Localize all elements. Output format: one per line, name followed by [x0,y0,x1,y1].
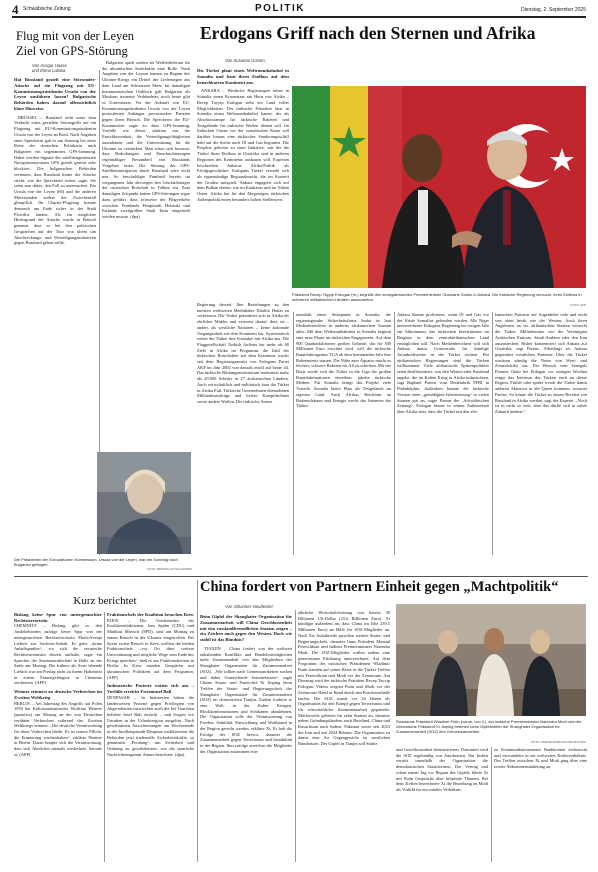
main-story-column-1b [197,302,289,554]
china-story-body-1: TIANJIN – China fordert von der weltweit anhaltenden Konflikte und Handelsstreitigkeiten mehr Zusammenhalt von den Mitgliedern der Shanghaier Organisation für Zusammenarbeit (SOZ). „Wir sollten nach Gemeinsamkeiten suchen und dabei Unterschiede beiseitelassen“, sagte Chinas Staats- und Parteichef Xi Jinping beim Treffen der Staats- und Regierungschefs der Shanghaier Organisation für Zusammenarbeit (SOZ) im chinesischen Tianjin. Zudem forderte er eine Welt, in der Kalter Kriegen, Blockkonfrontationen und Schikanen abzulehnen. Die Organisation solle der Verantwortung von Frieden, Stabilität, Entwicklung und Wohlstand in der Region gerecht werden, erklärte Xi. Er hob die Erfolge der SOZ hervor, darunter die Zusammenarbeit gegen Terrorismus und Instabilität in der Region. Ihm zufolge erreichen die Mitglieder der Organisation zusammen eine [200,645,292,754]
paper-name: Schwäbische Zeitung [23,6,71,12]
main-story-body-3: unterhält einen Stützpunkt in Somalia, die regierungsnahe Sicherheitsfirma Sadat ist laut Medienberichten in anderen afrikanischen Staaten aktiv. Mit dem Weltraumbahnhof in Somalia beginnt eine neue Phase im türkischen Engagement. Auf dem 900 Quadratkilometer großen Gelände, das für 300 Millionen Euro errichtet wird, will die türkische Raumfahrtagentur TUA ab dem kommenden Jahr ihre Raketentests starten. Die Nähe zum Äquator macht es leichter, schwere Raketen ins All zu schicken. Mit der Basis werde sich die Türkei in die Liga der großen Raumfahrtnationen einreihen, jubelte türkische Medien. Für Somalia bringt das Projekt viele Vorteile. Somalia bietet Platz als Testgelände im eigenen Land. Auch Afrikas Reichtum an Bodenschätzen und Energie weckt das Interesse der Türkei. [296,312,391,409]
main-story-body-5: kanischen Partnern auf Augenhöhe rede und nicht von oben herab wie der Westen. Auch ihren Angeboten an vie afrikanischen Staaten versucht die Türkei, Militärberater wie die Vereinigten Arabischen Emirate, Saudi-Arabien oder den Iran auszustechen. Bisher konzentriert sich Ankara auf Ostafrika, sagt Parens. Allerdings sei Ankara gegenüber westlichen Partnern. Über die Türkei wachsen ständig die Netze von West- und Zentralafrika aus. Der Besuch vom Senegals Premier Onko bei Erdogan vor wenigen Wochen zeigte das Interesse der Türken auch an dieser Region. Früher oder später werde die Türkei damit anderen Akteuren in die Quere kommen, erwartet Parens. So könne die Türkei zu einem Rivalen von Russland in Afrika werden, sagt der Experte. „Noch ist es nicht so weit, aber das dürfte sich in naher Zukunft ändern.“ [495,312,587,414]
briefs-column-2 [107,612,194,862]
page-number: 4 [12,2,19,17]
china-story-column-3 [396,747,488,862]
issue-date: Dienstag, 2. September 2025 [520,7,586,13]
headline-line-2: Ziel von GPS-Störung [16,44,128,58]
main-story-byline: Von Susanne Güsten [225,58,265,63]
main-story-column-1 [197,68,289,302]
erdogan-photo [292,86,586,288]
brief-text: KIEW – Die Vorsitzenden der Koalitionsfraktionen, Jens Spahn (CDU) und Matthias Miersch (SPD), sind am Montag zu einem Besuch in der Ukraine eingetroffen. Bei ihrem ersten Besuch in Kiew wollten die beiden Fraktionschefs „vor Ort über weitere Unterstützung und mögliche Wege zum Ende des Kriegs sprechen“, hieß es aus Fraktionskreisen in Berlin. In Kiew standen Gespräche mit ukrainischen Politikern auf dem Programm. (AFP) [107,617,194,680]
china-story-column-4 [494,747,587,862]
story-left-lead: Hat Russland gezielt eine Störsender-Attacke auf ein Flugzeug mit EU-Kommissionspräsidentin Ursula von der Leyen ausführen lassen? Bulgarische Behörden haben darauf offensichtlich klare Hinweise. [14,77,96,111]
story-left-column-2 [102,60,190,453]
china-story-lead: Beim Gipfel der Shanghaier Organisation für Zusammenarbeit will China Geschlossenheit mit den russlandfreundlichen Staaten zeigen – ein Zeichen auch gegen den Westen. Doch wie stabil ist das Bündnis? [200,614,292,643]
china-story-body-2: jährliche Wirtschaftsleistung von bereits 30 Billionen US-Dollar (25,6 Billionen Euro). Xi kündigte außerdem an, dass China im Jahr 239,5 Millionen Euro) an Hilfe für SOZ-Mitglieder an. Nach Xis Auftaktrede sprachen weitere Staats- und Regierungschefs, darunter Irans Präsident Massud Peseschkian und Indiens Premierminister Narendra Modi. Die SOZ-Mitglieder wollen zudem eine gemeinsame Erklärung unterzeichnen. Auf dem Programm des russischen Präsidenten Wladimir Putin standen auf seiner Reise in die Türkei Treffen mit Peseschkian und Modi vor der Zeremonie. Am Dienstag wird der türkische Präsident Recep Tayyip Erdogan. Videos zeigten Putin und Modi vor der Zeremonie Hand in Hand durch den Konferenzhalle laufen. Die SOZ wurde vor 24 Jahren als Organisation für den Kampf gegen Terrorismus und für wirtschaftliche Zusammenarbeit gegründet. Mittlerweile gehören ihr zehn Staaten an, darunter neben Gründungsländern auch Russland, China und Kasachstan auch Indien, Pakistan sowie seit 2023 der Iran und seit 2024 Belarus. Die Organisation ist damit eine Art Gegengewicht zu westlichen Bündnissen. Der Gipfel in Tianjin soll Stärke [298,610,390,747]
china-story-body-3: und Geschlossenheit demonstrieren. Dominiert wird die SOZ regelmäßig von Autokratien, Nur Indien vertritt innerhalb der Organisation die demokratischen Staatsformen. Der Vertrag und schon einem Tag vor Beginn des Gipfels führte Xi mit Putin Gespräche über bilaterale Themen. Bei dem Treffen bezeichnete Xi die Beziehung zu Modi als Vorbild für ein stabiles Verhältnis. [396,747,488,792]
putin-modi-xi-photo [396,604,586,716]
main-story-headline: Erdogans Griff nach den Sternen und Afrika [200,23,536,43]
briefs-column-1 [14,612,102,862]
column-divider [293,312,294,555]
erdogan-photo-caption: Präsident Recep Tayyip Erdogan (re.) begrüßt den senegalesischen Premierminister Ousmane Sonko in Ankara. Die türkische Regierung versucht, ihren Einfluss in mehreren afrikanischen Ländern auszuweiten. [292,292,582,302]
column-divider [197,580,198,862]
main-story-body-2: Regierung derzeit. Ihre Beziehungen zu den meisten weltweiten Machthaber Khalifa Haftar zu verbessern. Die Türkei präsentiert sich in Afrika als ehrlicher Makler und verweist darauf, dass sie – anders als westliche Nationen – keine koloniale Vergangenheit auf dem Kontinent hat. Systematisch weitet die Türkei ihre Kontakte mit Afrika aus. Die Fluggesellschaft Turkish Airlines hat mehr als 60 Ziele in Afrika im Programm, die Zahl der türkischen Botschaften auf dem Kontinent wuchs seit dem Regierungsantritt von Erdogans Partei AKP im Jahr 2002 von damals zwölf auf heute 44. Das türkische Bildungsministerium unterstützt mehr als 20.000 Schüler in 27 afrikanischen Ländern. Auch wirtschaftlich und militärisch baut die Türkei in Afrika Fuß. Türkische Unternehmen übernahmen Milliardenaufträge und liefern Kampfdrohnen sowie andere Waffen. Die türkische Armee [197,302,289,404]
china-story-column-2 [298,610,390,862]
von-der-leyen-photo-caption: Die Präsidentin der Europäischen Kommission, Ursula von der Leyen, war am Sonntag nach Bulgarien geflogen. [14,557,178,567]
putin-modi-xi-photo-credit: FOTO: SERGEI BOBYLEV/AP/SPUTNIK [531,740,586,744]
story-left-byline: Von Ansgar Haase und Elena Lalowa [32,63,67,73]
column-divider [394,312,395,555]
column-divider [491,747,492,862]
brief-text: CHEMNITZ – Bislang gibt es den JustIzbehörden zufolge keine Spur von der untergetauchten Rechtsterroristin Marla-Svenja Liebich aus Sachsen-Anhalt. Es gebe „keine Anhaltspunkte“, wo sich die verurteilte Rechtsextremistin derzeit aufhalte, sagte ein Sprecher der Staatsanwaltschaft in Halle an der Saale am Montag. Die frühere als Sven lebende Liebich war am Freitag nicht zu ihrem Haftantritt in einem Frauengefängnis in Chemnitz erschienen. (AFP) [14,623,102,686]
brief-headline: Indonesische Proteste weiten sich aus – Vorfälle erreicht Ferieninsel Bali [107,683,194,695]
erdogan-photo-credit: FOTO: AFP [570,303,586,307]
china-story-body-4: zu Kommunikationsnetze Bankkonten verbraucht und verwandelte in ein weltweites Kräfteverhältnis. Das Treffen zwischen Xi und Modi ging über eine zweite Abkommensänderung an. [494,747,587,770]
brief-text: DENPASAR – In Indonesien haben die landesweiten Proteste gegen Privilegien von Abgeordneten inzwischen auch die bei Touristen beliebte Insel Bali erreicht – und Sorgen vor Unruhen in der Urlaubsregion ausgelöst. Nach gewaltsamen Ausschreitungen am Wochenende in der Inselhauptstadt Denpasar mobilisierten die Behörden jetzt tradionelle Sicherheitskräfte, so genannten „Pecalang“, um Sicherheit und Ordnung zu gewährleisten, wie die staatliche Nachrichtenagentur Antara berichtete. (dpa) [107,694,194,757]
china-story-headline: China fordert von Partnern Einheit gegen „Machtpolitik“ [200,579,559,595]
main-story-column-3 [296,312,391,555]
main-story-body-1: ANKARA – Westliche Regierungen sehen in Somalia einen Krisenstaat am Horn von Afrika – Recep Tayyip Erdogan sieht ein Land voller Möglichkeiten. Der türkische Präsident lässt in Somalia einen Weltraumbahnhof bauen, der als Abschussrampe für türkische Raketen und Testgelände für türkische Waffen dienen soll. Im Indischen Ozean vor der somalischen Küste soll darüber hinaus eine türkisches Sonderungsschiff bald auf die Suche nach Öl und Gas beginnen. Die Projekte gehören zu einer Initiative, mit der die Türkei ihren Einfluss in Ostafrika und in anderen Regionen des Kontinents ausbauen will. Experten beschreiben Ankaras Afrika-Politik als Erfolgsgeschichte. Erdogans Türkei versteht sich als eigenständige Regionalmacht, die im Konzert der Großen mitspielt. Ankara engagiert sich auf dem Balkan ebenso wie im Kaukasus und im Nahen Osten. Afrika hat für den Ehrgeizigen türkischen Außenpolitik einen besonders hohen Stellenwert. [197,88,289,202]
main-story-body-4: Ankara könnte profitieren, wenn Öl und Gas vor der Küste Somalias gefunden werden. Mit Niger unterzeichnete Erdogans Regierung im vorigen Jahr ein Abkommen, das türkischen Investitionen im Bergbau in dem zentralafrikanischen Land ermöglichen soll. Nach Medienberichten will sich Ankara damit Uranvorräte für künftige Atomkraftwerke in der Türkei sichern. Bei afrikanischen Regierungen sind die Türken willkommen. Viele afrikanische Spitzenpolitiker seien desillusioniert, was den Westen oder Russland angehe, die im Kalten Krieg in Afrika mitmischten, sagt Raphael Parens vom Denkfabrik FPRI in Philadelphia. Außerdem könnte die türkische Version einer „gemäßigten Islamisierung“ in vielen Staaten gut an, sagte Parens der „Schwäbischen Zeitung“. Erdogan betont in seinen Außenreisen über Afrika stets, dass die Türkei mit den afri- [397,312,489,414]
photo-illustration [292,86,586,288]
putin-modi-xi-photo-caption: Russlands Präsident Wladimir Putin (vorne, von li.), der indische Premierminister Narendra Modi und der chinesische Präsident Xi Jinping betreten beim Gipfeltreffen der Shanghaier Organisation für Zusammenarbeit (SOZ) ihre Gemeinsamkeiten. [396,719,582,734]
section-divider [14,576,588,577]
brief-headline: Bislang keine Spur von untergetauchter Rechtsterroristin [14,612,102,623]
brief-headline: Fraktionschefs der Koalition besuchen Kiew [107,612,194,617]
headline-line-1: Flug mit von der Leyen [16,29,135,43]
story-left-headline [16,29,191,59]
photo-illustration [97,452,191,554]
von-der-leyen-photo-credit: FOTO: BRANISLAV IVIC/AP/DPA [147,567,192,571]
brief-text: BERLIN – Am Jahrestag des Angriffs auf Polen 1939 hat Kulturstaatsminister Wolfram Weimer (parteilos) am Montag an die von Deutschen verübten Verbrechen während des Zweiten Weltkriegs erinnert. „Die deutsche Verantwortung für diese Verbrechen bleibt. Es ist unsere Pflicht, die Erinnerung wachzuhalten“, erklärte Weimer in Berlin. Daran knüpfe sich die Verantwortung, dass sich Ähnliches niemals wiederhole, betonte er. (AFP) [14,700,102,757]
briefs-heading: Kurz berichtet [73,595,137,607]
main-story-column-4 [397,312,489,555]
china-story-column-1 [200,614,292,864]
brief-headline: Weimer erinnert an deutsche Verbrechen im Zweiten Weltkrieg [14,689,102,700]
column-divider [104,612,105,862]
photo-illustration [396,604,586,716]
column-divider [492,312,493,555]
china-story-byline: Von Johannes Neudecker [225,604,274,609]
main-story-column-5 [495,312,587,555]
story-left-column-1 [14,77,96,554]
column-divider [295,610,296,862]
story-left-body-1: BRÜSSEL – Russland steht unter dem Verdacht eines gezielten Störangriffs auf ein Flugzeug mit EU-Kommissionspräsidentin Ursula von der Leyen an Bord. Nach Angaben einer Sprecherin gab es am Sonntag bei einer Reise der deutschen Politikerin nach Bulgarien ein sogenanntes GPS-Jamming. Dabei werden Signale des satellitengestützten Navigationssystems GPS gezielt gestört oder blockiert. Die bulgarischen Behörden vermuten, dass Russland hinter der Attacke steckt, wie die Sprecherin weiter sagte. Sie seien nun dabei, den Fall zu untersuchen. Für Ursula von der Leyen (66) und die anderen Mitreisenden endete der Zwischenfall glimpflich. Ihr Charter-Flugzeug konnte demnach am Ende sicher in der Stadt Plowdiw landen. Als ein möglicher Hintergrund der Attacke wurde in Brüssel genannt, dass es bei den politischen Gesprächen auf der Tour von ultem um Abschreckungs- und Verteidigungsinitiativen gegen Russland gehen sollte. [14,114,96,246]
page-header [12,4,586,18]
section-title: POLITIK [255,3,305,14]
story-left-body-2: Bulgarien spielt zudem als Waffenlieferant für die ukrainischen Streitkräfte eine Rolle. Nach Angaben von der Leyens kamen zu Beginn des Ukraine-Kriegs ein Drittel der Lieferungen aus dem Land am Schwarzen Meer. Im damaligen kommunistischen Ostblock galt Bulgarien als Moskaus treuester Verbündeter, noch heute gibt es Unterstützer. Vor der Ankunft von EU-Kommissionspräsidentin Ursula von der Leyen protestierten Anhänger prorussischer Parteien gegen ihren Besuch. Die Sprecherin der EU-Kommission sagte zu dem GPS-Jamming, Vorfälle wie dieser stärkten nur die Entschlossenheit, die Verteidigungsfähigkeiten auszubauen und die Unterstützung für die Ukraine zu verstärken. Man wisse sich bewusst, dass Bedrohungen und Einschüchterungen regelmäßiger Bestandteil von Russlands Vorgehen seien. Die Störung der GPS-Satellitennavigation durch Russland wäre nicht neu. So beschuldigte Finnland bereits im vergangenen Jahr deswegen den Geschäftsträger der russischen Botschaft in Tallinn ein. Zum damaligen Zeitpunkt hatten GPS-Störungen sogar dazu geführt, dass zeitweise der Flugverkehr zwischen Finnlands Hauptstadt Helsinki und Estlands zweitgrößter Stadt Tartu eingestellt werden musste. (dpa) [102,60,190,219]
von-der-leyen-photo [97,452,191,554]
main-story-lead: Die Türkei plant einen Weltraumbahnhof in Somalia und baut ihren Einfluss auf dem benachbarten Kontinent aus. [197,68,289,85]
